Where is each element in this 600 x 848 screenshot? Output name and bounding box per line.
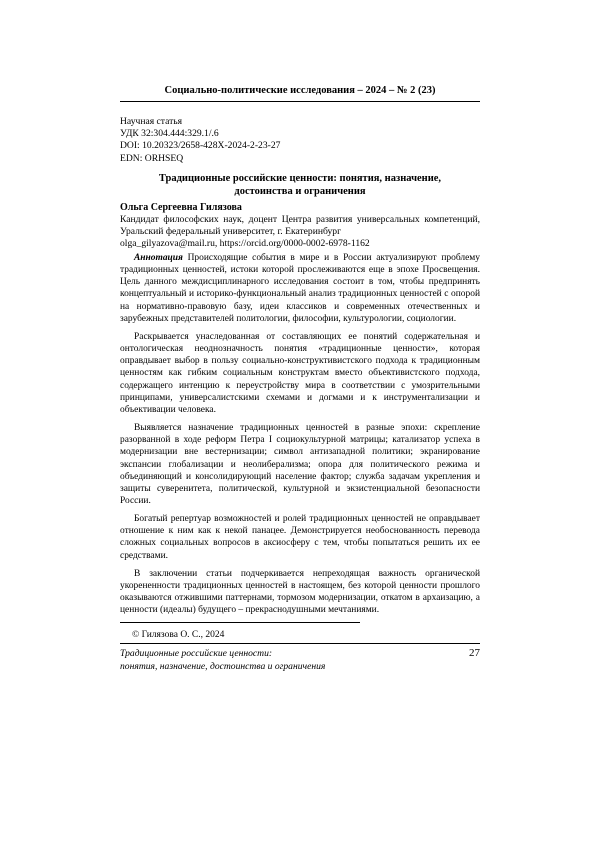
article-title — [120, 172, 480, 198]
abstract-paragraph: В заключении статьи подчеркивается непреходящая важность органической укорененности традиционных ценностей в настоящем, без которой ценности прошлого оказываются отжившими паттернами, тормозом модернизации, откатом в архаизацию, а ценности (идеалы) будущего – прекраснодушными мечтаниями. — [120, 568, 480, 616]
page-number: 27 — [469, 647, 480, 659]
abstract-paragraph: Выявляется назначение традиционных ценностей в разные эпохи: скрепление разорванной в ходе реформ Петра I социокультурной матрицы; катализатор успеха в модернизации вне вестернизации; символ антизападной политики; экранирование экспансии глобализации и неолиберализма; опора для политического режима и объединяющий и консолидирующий население фактор; служба задачам укрепления и защиты суверенитета, политической, культурной и экзистенциальной безопасности России. — [120, 423, 480, 506]
copyright-note: © Гилязова О. С., 2024 — [132, 630, 225, 640]
running-title-line-2: понятия, назначение, достоинства и ограничения — [120, 660, 326, 672]
footnote-divider — [120, 622, 360, 623]
udc-code: УДК 32:304.444:329.1/.6 — [120, 128, 219, 140]
abstract-paragraph: Раскрывается унаследованная от составляющих ее понятий содержательная и онтологическая неоднозначность понятия «традиционные ценности», которая оправдывает выбор в пользу социально-конструктивистского подхода к традиционным ценностям как гибким социальным конструктам вместо объективистского подхода, содержащего интенцию к переустройству мира в соответствии с умозрительными принципами, универсалистскими схемами и догмами и к инструментализации и объективации человека. — [120, 331, 480, 415]
journal-header: Социально-политические исследования – 2024 – № 2 (23) — [164, 85, 436, 96]
article-type: Научная статья — [120, 116, 183, 127]
author-contacts[interactable]: olga_gilyazova@mail.ru, https://orcid.org/0000-0002-6978-1162 — [120, 238, 370, 250]
abstract-paragraph — [120, 252, 480, 325]
author-affiliation-block — [120, 214, 480, 251]
doi-link[interactable]: DOI: 10.20323/2658-428X-2024-2-23-27 — [120, 140, 281, 152]
abstract-label: Аннотация — [134, 253, 183, 263]
article-metadata — [120, 116, 280, 165]
edn-code: EDN: ORHSEQ — [120, 152, 184, 164]
abstract-text: Происходящие события в мире и в России актуализируют проблему традиционных ценностей, истоки которой прослеживаются еще в эпохе Просвещения. Цель данного междисциплинарного исследования состоит в том, чтобы предпринять концептуальный и историко-функциональный анализ традиционных ценностей с опорой на нормативно-правовую базу, идеи классиков и современных отечественных и зарубежных представителей политологии, философии, культурологии, социологии. — [120, 253, 480, 324]
article-title-line-2: достоинства и ограничения — [234, 186, 366, 197]
running-title-line-1: Традиционные российские ценности: — [120, 648, 273, 659]
footer-divider — [120, 643, 480, 644]
running-title — [120, 648, 325, 673]
abstract — [120, 252, 480, 622]
header-divider — [120, 101, 480, 102]
author-affiliation: Кандидат философских наук, доцент Центра развития универсальных компетенций, Уральский федеральный университет, г. Екатеринбург — [120, 214, 480, 238]
article-title-line-1: Традиционные российские ценности: понятия, назначение, — [158, 173, 442, 184]
abstract-paragraph: Богатый репертуар возможностей и ролей традиционных ценностей не оправдывает отношение к ним как к некой панацее. Демонстрируется необоснованность перевода сложных социальных вопросов в аксиосферу с тем, чтобы попытаться решить их ее средствами. — [120, 514, 480, 561]
author-name: Ольга Сергеевна Гилязова — [120, 202, 242, 213]
